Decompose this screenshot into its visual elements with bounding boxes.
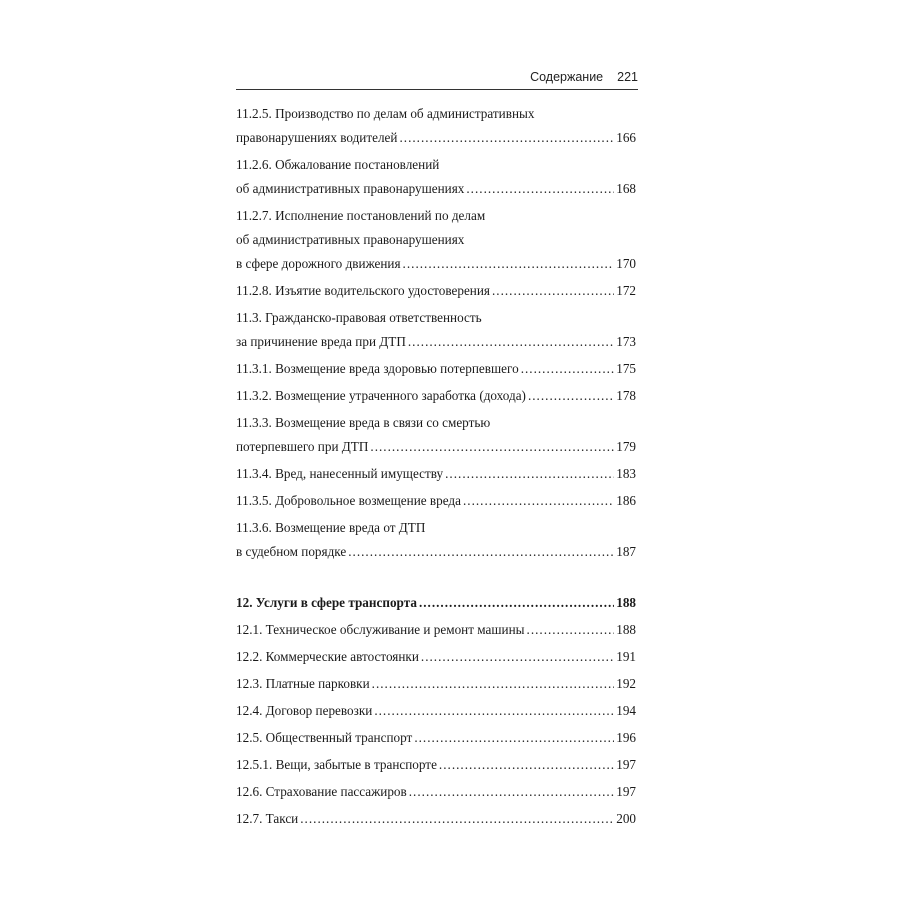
- toc-entry-text: 12.4. Договор перевозки: [236, 703, 373, 718]
- dot-leader: [348, 540, 614, 564]
- header-rule: [236, 89, 638, 90]
- toc-entry-text: за причинение вреда при ДТП: [236, 334, 406, 349]
- toc-entry-page: 166: [616, 130, 636, 145]
- running-head: [236, 70, 638, 90]
- dot-leader: [414, 726, 614, 750]
- toc-entry-text: в сфере дорожного движения: [236, 256, 401, 271]
- running-head-page-number: 221: [617, 70, 638, 84]
- toc-entry-page: 186: [616, 493, 636, 508]
- toc-entry-text: потерпевшего при ДТП: [236, 439, 369, 454]
- toc-entry: [236, 411, 636, 459]
- toc-chapter-text: 12. Услуги в сфере транспорта: [236, 595, 417, 610]
- toc-entry-page: 170: [616, 256, 636, 271]
- dot-leader: [466, 177, 614, 201]
- toc-entry-text: 11.3.1. Возмещение вреда здоровью потерпевшего: [236, 361, 519, 376]
- dot-leader: [409, 780, 614, 804]
- toc-entry-page: 200: [616, 811, 636, 826]
- toc-entry: [236, 516, 636, 564]
- toc-entry: [236, 753, 636, 777]
- toc-entry-page: 191: [616, 649, 636, 664]
- toc-entry: [236, 306, 636, 354]
- dot-leader: [372, 672, 615, 696]
- dot-leader: [463, 489, 614, 513]
- toc-entry-page: 188: [616, 622, 636, 637]
- toc-entry: [236, 279, 636, 303]
- toc-entry-text: об административных правонарушениях: [236, 181, 465, 196]
- dot-leader: [374, 699, 614, 723]
- toc-entry: [236, 153, 636, 201]
- dot-leader: [408, 330, 614, 354]
- toc-entry-text: об административных правонарушениях: [236, 232, 465, 247]
- toc-entry-text: 11.3.5. Добровольное возмещение вреда: [236, 493, 461, 508]
- toc-entry: [236, 618, 636, 642]
- toc-entry-text: 12.6. Страхование пассажиров: [236, 784, 407, 799]
- toc-entry-text: 11.3.4. Вред, нанесенный имуществу: [236, 466, 444, 481]
- toc-entry: [236, 357, 636, 381]
- toc-entry: [236, 462, 636, 486]
- toc-entry: [236, 807, 636, 831]
- toc-entry-text: 12.5. Общественный транспорт: [236, 730, 413, 745]
- toc-entry-page: 197: [616, 784, 636, 799]
- dot-leader: [421, 645, 614, 669]
- toc-entry-text: 11.2.7. Исполнение постановлений по делам: [236, 208, 486, 223]
- toc-entry-text: 12.7. Такси: [236, 811, 299, 826]
- toc-entry-page: 175: [616, 361, 636, 376]
- dot-leader: [419, 591, 614, 615]
- toc-entry: [236, 699, 636, 723]
- toc-entry-page: 197: [616, 757, 636, 772]
- dot-leader: [300, 807, 614, 831]
- toc-chapter-page: 188: [616, 595, 636, 610]
- running-head-title: Содержание: [530, 70, 604, 84]
- toc-entry-page: 172: [616, 283, 636, 298]
- toc-entry: [236, 384, 636, 408]
- dot-leader: [527, 618, 615, 642]
- toc-entry-text: 12.1. Техническое обслуживание и ремонт машины: [236, 622, 525, 637]
- dot-leader: [528, 384, 614, 408]
- toc-entry-page: 196: [616, 730, 636, 745]
- toc-entry-text: в судебном порядке: [236, 544, 347, 559]
- toc-entry: [236, 489, 636, 513]
- toc-chapter-entry: [236, 591, 636, 615]
- toc-entry-text: правонарушениях водителей: [236, 130, 398, 145]
- toc-entry-text: 11.2.5. Производство по делам об административных: [236, 106, 535, 121]
- toc-entry-page: 187: [616, 544, 636, 559]
- dot-leader: [492, 279, 614, 303]
- toc-entry-text: 11.3.2. Возмещение утраченного заработка (дохода): [236, 388, 526, 403]
- toc-entry-text: 12.5.1. Вещи, забытые в транспорте: [236, 757, 437, 772]
- toc-entry-text: 11.2.8. Изъятие водительского удостоверения: [236, 283, 490, 298]
- toc-entry-page: 173: [616, 334, 636, 349]
- toc-entry: [236, 645, 636, 669]
- toc-entry-text: 11.3.3. Возмещение вреда в связи со смертью: [236, 415, 491, 430]
- dot-leader: [399, 126, 614, 150]
- dot-leader: [445, 462, 614, 486]
- toc-entry-text: 11.3.6. Возмещение вреда от ДТП: [236, 520, 426, 535]
- toc-entry: [236, 102, 636, 150]
- toc-entry-text: 11.2.6. Обжалование постановлений: [236, 157, 440, 172]
- toc-entry: [236, 672, 636, 696]
- toc-entry-page: 178: [616, 388, 636, 403]
- toc-entry-page: 194: [616, 703, 636, 718]
- table-of-contents: [236, 102, 636, 831]
- dot-leader: [439, 753, 614, 777]
- toc-entry-text: 12.3. Платные парковки: [236, 676, 370, 691]
- toc-entry-text: 12.2. Коммерческие автостоянки: [236, 649, 419, 664]
- dot-leader: [370, 435, 614, 459]
- toc-entry: [236, 204, 636, 276]
- toc-entry: [236, 780, 636, 804]
- toc-entry: [236, 726, 636, 750]
- toc-entry-page: 179: [616, 439, 636, 454]
- dot-leader: [521, 357, 615, 381]
- dot-leader: [403, 252, 615, 276]
- toc-entry-text: 11.3. Гражданско-правовая ответственность: [236, 310, 482, 325]
- toc-entry-page: 183: [616, 466, 636, 481]
- toc-entry-page: 192: [616, 676, 636, 691]
- toc-entry-page: 168: [616, 181, 636, 196]
